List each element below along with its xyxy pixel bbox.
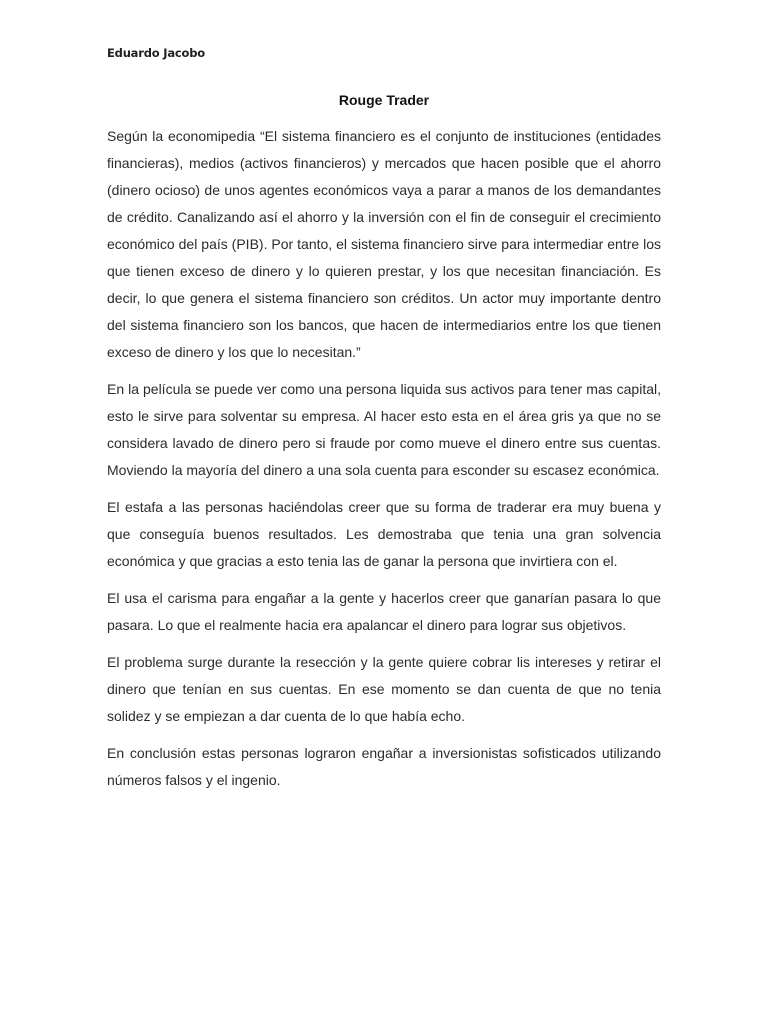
document-body bbox=[107, 123, 661, 804]
author-name: Eduardo Jacobo bbox=[107, 46, 205, 60]
paragraph-1: Según la economipedia “El sistema financiero es el conjunto de instituciones (entidades financieras), medios (activos financieros) y mercados que hacen posible que el ahorro (dinero ocioso) de unos agentes económicos vaya a parar a manos de los demandantes de crédito. Canalizando así el ahorro y la inversión con el fin de conseguir el crecimiento económico del país (PIB). Por tanto, el sistema financiero sirve para intermediar entre los que tienen exceso de dinero y lo quieren prestar, y los que necesitan financiación. Es decir, lo que genera el sistema financiero son créditos. Un actor muy importante dentro del sistema financiero son los bancos, que hacen de intermediarios entre los que tienen exceso de dinero y los que lo necesitan.” bbox=[107, 128, 661, 360]
paragraph-3: El estafa a las personas haciéndolas creer que su forma de traderar era muy buena y que conseguía buenos resultados. Les demostraba que tenia una gran solvencia económica y que gracias a esto tenia las de ganar la persona que invirtiera con el. bbox=[107, 499, 661, 569]
paragraph-4: El usa el carisma para engañar a la gente y hacerlos creer que ganarían pasara lo que pasara. Lo que el realmente hacia era apalancar el dinero para lograr sus objetivos. bbox=[107, 590, 661, 633]
paragraph-2: En la película se puede ver como una persona liquida sus activos para tener mas capital, esto le sirve para solventar su empresa. Al hacer esto esta en el área gris ya que no se considera lavado de dinero pero si fraude por como mueve el dinero entre sus cuentas. Moviendo la mayoría del dinero a una sola cuenta para esconder su escasez económica. bbox=[107, 381, 661, 478]
paragraph-5: El problema surge durante la resección y la gente quiere cobrar lis intereses y retirar el dinero que tenían en sus cuentas. En ese momento se dan cuenta de que no tenia solidez y se empiezan a dar cuenta de lo que había echo. bbox=[107, 654, 661, 724]
document-title: Rouge Trader bbox=[338, 92, 430, 108]
paragraph-6: En conclusión estas personas lograron engañar a inversionistas sofisticados utilizando números falsos y el ingenio. bbox=[107, 745, 661, 788]
